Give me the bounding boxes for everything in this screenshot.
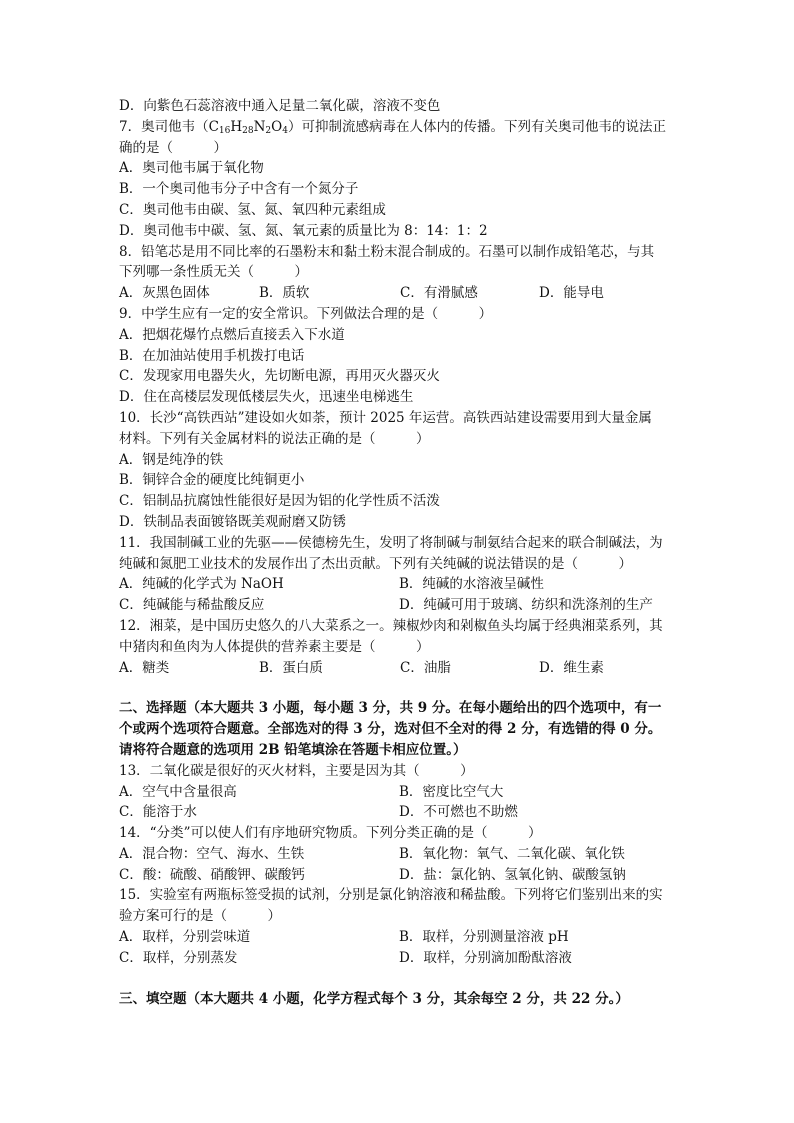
section2-heading-line3: 请将符合题意的选项用 2B 铅笔填涂在答题卡相应位置。）	[119, 741, 467, 758]
q14-option-c: C．酸：硫酸、硝酸钾、碳酸钙	[119, 866, 305, 883]
q12-option-d: D．维生素	[539, 659, 604, 676]
q7-stem-line1: 7．奥司他韦$(C_{16}H_{28}N_2O_4)$可抑制流感病毒在人体内的传播。下列有关奥司他韦的说法正	[119, 118, 666, 136]
q10-option-d: D．铁制品表面镀铬既美观耐磨又防锈	[119, 513, 346, 530]
spacer	[119, 969, 679, 989]
q13-option-c: C．能溶于水	[119, 804, 197, 821]
q9-option-b: B．在加油站使用手机拨打电话	[119, 347, 305, 364]
q9-option-c: C．发现家用电器失火，先切断电源，再用灭火器灭火	[119, 368, 440, 385]
q8-option-a: A．灰黑色固体	[119, 285, 210, 302]
q11-options-row1	[119, 574, 679, 595]
section3-heading: 三、填空题（本大题共 4 小题，化学方程式每个 3 分，其余每空 2 分，共 22 分。）	[119, 990, 629, 1007]
q11-option-b: B．纯碱的水溶液呈碱性	[399, 576, 544, 593]
q13-stem: 13．二氧化碳是很好的灭火材料，主要是因为其（ ）	[119, 762, 474, 779]
q12-stem-line2: 中猪肉和鱼肉为人体提供的营养素主要是（ ）	[119, 638, 430, 655]
q10-stem-line2: 材料。下列有关金属材料的说法正确的是（ ）	[119, 430, 430, 447]
q13-option-b: B．密度比空气大	[399, 783, 504, 800]
section2-heading-line2: 个或两个选项符合题意。全部选对的得 3 分，选对但不全对的得 2 分，有选错的得 0 分。	[119, 721, 662, 738]
q8-options	[119, 283, 679, 304]
q8-option-c: C．有滑腻感	[400, 285, 478, 302]
q8-option-b: B．质软	[259, 285, 310, 302]
q10-option-a: A．钢是纯净的铁	[119, 451, 224, 468]
q7-option-b: B．一个奥司他韦分子中含有一个氮分子	[119, 181, 359, 198]
q12-options	[119, 658, 679, 679]
q8-stem-line1: 8．铅笔芯是用不同比率的石墨粉末和黏土粉末混合制成的。石墨可以制作成铅笔芯，与其	[119, 243, 655, 260]
q13-option-d: D．不可燃也不助燃	[399, 804, 518, 821]
q12-stem-line1: 12．湘菜，是中国历史悠久的八大菜系之一。辣椒炒肉和剁椒鱼头均属于经典湘菜系列，其	[119, 617, 663, 634]
q15-stem-line1: 15．实验室有两瓶标签受损的试剂，分别是氯化钠溶液和稀盐酸。下列将它们鉴别出来的实	[119, 887, 663, 904]
q6-option-d: D．向紫色石蕊溶液中通入足量二氧化碳，溶液不变色	[119, 98, 441, 114]
q7-option-a: A．奥司他韦属于氧化物	[119, 160, 264, 177]
q13-options-row1	[119, 782, 679, 803]
exam-content	[119, 96, 679, 1009]
q14-stem: 14．“分类”可以使人们有序地研究物质。下列分类正确的是（ ）	[119, 825, 542, 842]
q13-options-row2	[119, 802, 679, 823]
q14-option-b: B．氧化物：氧气、二氧化碳、氧化铁	[399, 845, 625, 862]
q11-option-a: A．纯碱的化学式为 NaOH	[119, 576, 284, 593]
q14-options-row1	[119, 844, 679, 865]
q15-options-row2	[119, 948, 679, 969]
q11-option-c: C．纯碱能与稀盐酸反应	[119, 597, 265, 614]
q14-option-d: D．盐：氯化钠、氢氧化钠、碳酸氢钠	[399, 866, 626, 883]
q11-stem-line1: 11．我国制碱工业的先驱——侯德榜先生，发明了将制碱与制氨结合起来的联合制碱法，为	[119, 534, 663, 551]
q7-option-d: D．奥司他韦中碳、氢、氮、氧元素的质量比为 8：14：1：2	[119, 222, 488, 239]
q10-option-c: C．铝制品抗腐蚀性能很好是因为铝的化学性质不活泼	[119, 493, 440, 510]
q15-option-d: D．取样，分别滴加酚酞溶液	[399, 949, 572, 966]
q14-options-row2	[119, 865, 679, 886]
q15-option-b: B．取样，分别测量溶液 pH	[399, 929, 569, 946]
q10-stem-line1: 10．长沙“高铁西站”建设如火如荼，预计 2025 年运营。高铁西站建设需要用到大量金属	[119, 409, 652, 426]
q12-option-c: C．油脂	[400, 659, 451, 676]
q15-option-a: A．取样，分别尝味道	[119, 929, 251, 946]
q10-option-b: B．铜锌合金的硬度比纯铜更小	[119, 472, 305, 489]
q7-stem-line2: 确的是（ ）	[119, 139, 227, 156]
q7-option-c: C．奥司他韦由碳、氢、氮、氧四种元素组成	[119, 201, 386, 218]
q15-options-row1	[119, 927, 679, 948]
q8-option-d: D．能导电	[539, 285, 604, 302]
q14-option-a: A．混合物：空气、海水、生铁	[119, 845, 305, 862]
q11-option-d: D．纯碱可用于玻璃、纺织和洗涤剂的生产	[399, 597, 653, 614]
q12-option-b: B．蛋白质	[259, 659, 323, 676]
section2-heading-line1: 二、选择题（本大题共 3 小题，每小题 3 分，共 9 分。在每小题给出的四个选项中，有一	[119, 700, 662, 717]
q11-options-row2	[119, 595, 679, 616]
q12-option-a: A．糖类	[119, 659, 170, 676]
q9-option-a: A．把烟花爆竹点燃后直接丢入下水道	[119, 326, 345, 343]
spacer	[119, 678, 679, 698]
q11-stem-line2: 纯碱和氮肥工业技术的发展作出了杰出贡献。下列有关纯碱的说法错误的是（ ）	[119, 555, 632, 572]
q15-option-c: C．取样，分别蒸发	[119, 949, 238, 966]
q9-option-d: D．住在高楼层发现低楼层失火，迅速坐电梯逃生	[119, 389, 414, 406]
q8-stem-line2: 下列哪一条性质无关（ ）	[119, 264, 308, 281]
q13-option-a: A．空气中含量很高	[119, 783, 237, 800]
q9-stem: 9．中学生应有一定的安全常识。下列做法合理的是（ ）	[119, 305, 493, 322]
q15-stem-line2: 验方案可行的是（ ）	[119, 908, 281, 925]
